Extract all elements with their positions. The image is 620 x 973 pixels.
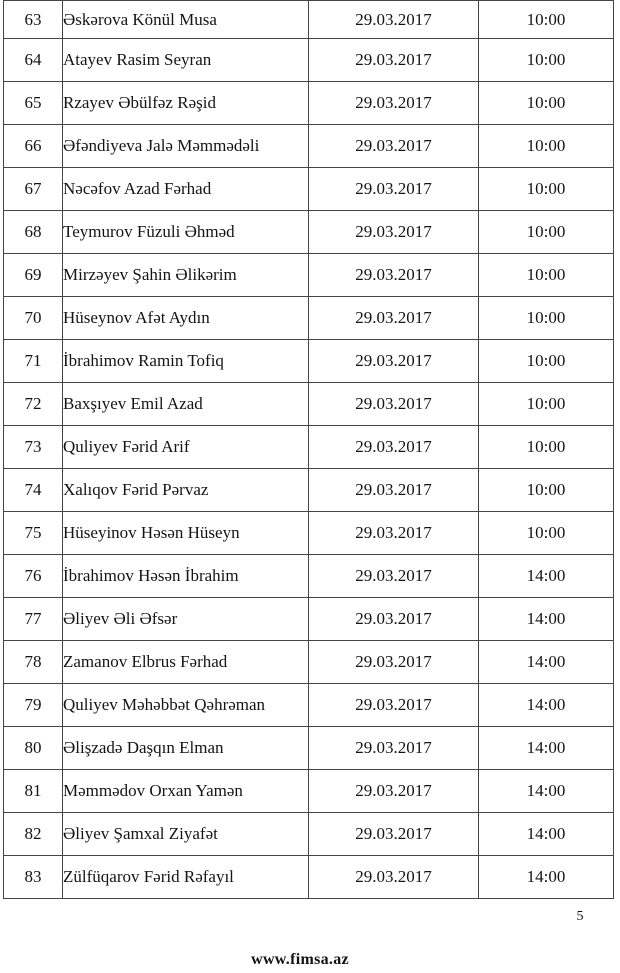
exam-time-cell: 14:00 [479,727,614,770]
exam-date-cell: 29.03.2017 [309,469,479,512]
exam-date-cell: 29.03.2017 [309,426,479,469]
table-row [4,1,614,39]
row-number-cell: 76 [4,555,63,598]
exam-date-cell: 29.03.2017 [309,39,479,82]
exam-date-cell: 29.03.2017 [309,770,479,813]
candidate-name-cell: Zülfüqarov Fərid Rəfayıl [63,856,309,899]
exam-time-cell: 14:00 [479,641,614,684]
exam-time-cell: 10:00 [479,340,614,383]
candidate-name-cell: Atayev Rasim Seyran [63,39,309,82]
exam-schedule-table [3,0,614,899]
row-number-cell: 73 [4,426,63,469]
candidate-name-cell: Məmmədov Orxan Yamən [63,770,309,813]
exam-time-cell: 10:00 [479,297,614,340]
table-row [4,125,614,168]
exam-date-cell: 29.03.2017 [309,168,479,211]
table-row [4,641,614,684]
exam-time-cell: 10:00 [479,1,614,39]
exam-date-cell: 29.03.2017 [309,211,479,254]
row-number-cell: 82 [4,813,63,856]
exam-date-cell: 29.03.2017 [309,125,479,168]
exam-date-cell: 29.03.2017 [309,254,479,297]
table-row [4,770,614,813]
exam-time-cell: 10:00 [479,125,614,168]
exam-time-cell: 14:00 [479,770,614,813]
exam-time-cell: 14:00 [479,555,614,598]
row-number-cell: 78 [4,641,63,684]
exam-date-cell: 29.03.2017 [309,383,479,426]
table-row [4,555,614,598]
row-number-cell: 68 [4,211,63,254]
table-row [4,254,614,297]
exam-date-cell: 29.03.2017 [309,512,479,555]
table-row [4,340,614,383]
table-row [4,512,614,555]
candidate-name-cell: Rzayev Əbülfəz Rəşid [63,82,309,125]
candidate-name-cell: İbrahimov Ramin Tofiq [63,340,309,383]
candidate-name-cell: Mirzəyev Şahin Əlikərim [63,254,309,297]
table-row [4,211,614,254]
exam-date-cell: 29.03.2017 [309,856,479,899]
table-row [4,426,614,469]
row-number-cell: 75 [4,512,63,555]
candidate-name-cell: Hüseyinov Həsən Hüseyn [63,512,309,555]
candidate-name-cell: Xalıqov Fərid Pərvaz [63,469,309,512]
table-row [4,684,614,727]
row-number-cell: 80 [4,727,63,770]
table-row [4,297,614,340]
candidate-name-cell: Əliyev Şamxal Ziyafət [63,813,309,856]
exam-time-cell: 10:00 [479,82,614,125]
exam-date-cell: 29.03.2017 [309,340,479,383]
table-row [4,168,614,211]
exam-time-cell: 10:00 [479,254,614,297]
exam-time-cell: 10:00 [479,469,614,512]
candidate-name-cell: Əliyev Əli Əfsər [63,598,309,641]
candidate-name-cell: Quliyev Məhəbbət Qəhrəman [63,684,309,727]
table-row [4,82,614,125]
exam-time-cell: 10:00 [479,512,614,555]
exam-date-cell: 29.03.2017 [309,598,479,641]
exam-date-cell: 29.03.2017 [309,82,479,125]
table-row [4,383,614,426]
row-number-cell: 79 [4,684,63,727]
exam-time-cell: 10:00 [479,383,614,426]
exam-time-cell: 10:00 [479,39,614,82]
exam-time-cell: 10:00 [479,168,614,211]
candidate-name-cell: Hüseynov Afət Aydın [63,297,309,340]
exam-date-cell: 29.03.2017 [309,297,479,340]
row-number-cell: 74 [4,469,63,512]
row-number-cell: 71 [4,340,63,383]
candidate-name-cell: İbrahimov Həsən İbrahim [63,555,309,598]
candidate-name-cell: Əlişzadə Daşqın Elman [63,727,309,770]
row-number-cell: 65 [4,82,63,125]
footer-site-url: www.fimsa.az [251,951,349,968]
exam-time-cell: 14:00 [479,684,614,727]
candidate-name-cell: Teymurov Füzuli Əhməd [63,211,309,254]
candidate-name-cell: Baxşıyev Emil Azad [63,383,309,426]
row-number-cell: 64 [4,39,63,82]
candidate-name-cell: Quliyev Fərid Arif [63,426,309,469]
table-row [4,856,614,899]
table-row [4,469,614,512]
row-number-cell: 69 [4,254,63,297]
exam-time-cell: 10:00 [479,426,614,469]
exam-date-cell: 29.03.2017 [309,1,479,39]
page-number: 5 [576,909,584,924]
row-number-cell: 70 [4,297,63,340]
table-row [4,39,614,82]
exam-date-cell: 29.03.2017 [309,641,479,684]
exam-date-cell: 29.03.2017 [309,727,479,770]
row-number-cell: 83 [4,856,63,899]
table-row [4,727,614,770]
row-number-cell: 67 [4,168,63,211]
candidate-name-cell: Əskərova Könül Musa [63,1,309,39]
row-number-cell: 66 [4,125,63,168]
exam-time-cell: 14:00 [479,856,614,899]
exam-time-cell: 14:00 [479,598,614,641]
exam-date-cell: 29.03.2017 [309,813,479,856]
candidate-name-cell: Əfəndiyeva Jalə Məmmədəli [63,125,309,168]
table-row [4,598,614,641]
exam-time-cell: 14:00 [479,813,614,856]
table-row [4,813,614,856]
candidate-name-cell: Nəcəfov Azad Fərhad [63,168,309,211]
candidate-name-cell: Zamanov Elbrus Fərhad [63,641,309,684]
exam-date-cell: 29.03.2017 [309,684,479,727]
row-number-cell: 77 [4,598,63,641]
row-number-cell: 72 [4,383,63,426]
row-number-cell: 81 [4,770,63,813]
exam-time-cell: 10:00 [479,211,614,254]
exam-date-cell: 29.03.2017 [309,555,479,598]
row-number-cell: 63 [4,1,63,39]
